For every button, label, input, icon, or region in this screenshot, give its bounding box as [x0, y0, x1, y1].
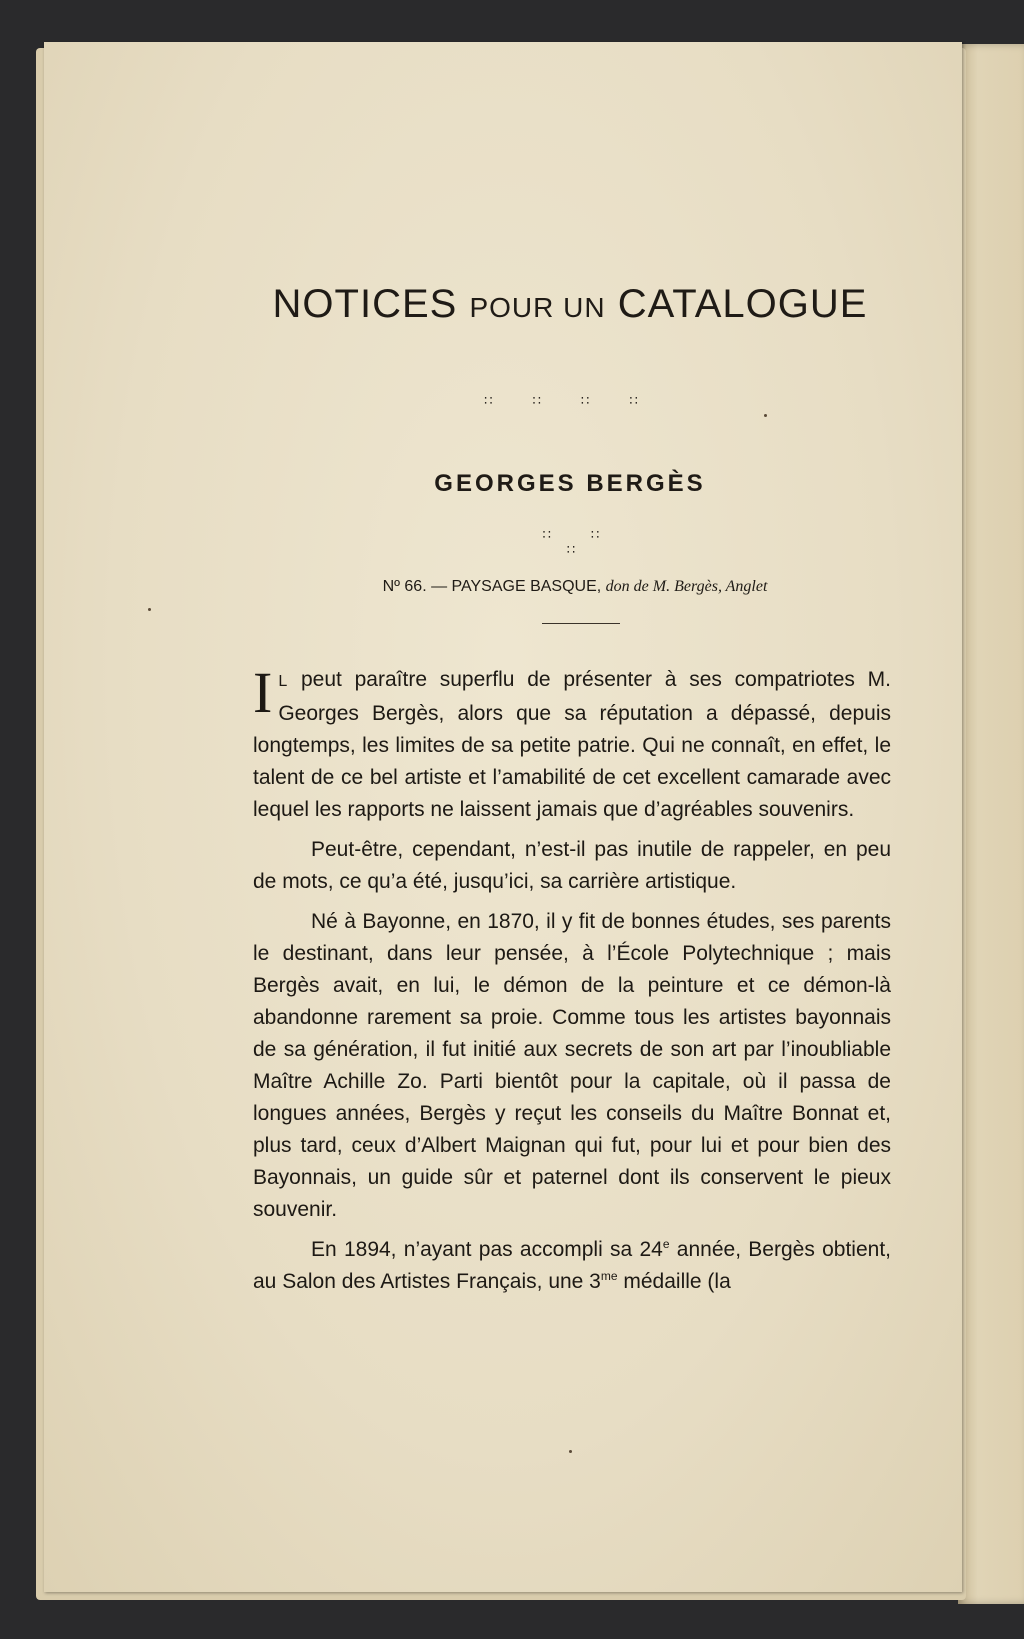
paper-speck	[764, 414, 767, 417]
paragraph-1	[253, 660, 891, 826]
page-title	[200, 282, 940, 327]
title-word-notices: NOTICES	[272, 282, 458, 326]
catalogue-entry	[250, 578, 900, 596]
paragraph-4-text-c: médaille (la	[617, 1270, 731, 1293]
paragraph-4	[253, 1234, 891, 1298]
ornament-top: ∷ ∷ ∷ ∷	[484, 394, 656, 409]
paragraph-4-text-a: En 1894, n’ayant pas accompli sa 24	[311, 1238, 663, 1261]
facing-page-edge	[958, 44, 1024, 1604]
ordinal-sup-1: e	[662, 1237, 670, 1251]
entry-donor: don de M. Bergès, Anglet	[605, 578, 768, 595]
title-word-catalogue: CATALOGUE	[617, 282, 868, 326]
drop-cap: I	[253, 660, 273, 725]
entry-number: Nº 66. — PAYSAGE BASQUE,	[382, 578, 602, 595]
title-word-pour-un: POUR UN	[469, 292, 606, 323]
paragraph-2: Peut-être, cependant, n’est-il pas inutile de rappeler, en peu de mots, ce qu’a été, jusqu’ici, sa carrière artistique.	[253, 838, 891, 893]
ordinal-sup-2: me	[600, 1269, 618, 1283]
paragraph-4-text-b: année, Bergès obtient, au Salon des Artistes Français, une 3	[253, 1238, 891, 1293]
paper-speck	[569, 1450, 572, 1453]
paper-speck	[148, 608, 151, 611]
ornament-bottom: ∷ ∷ ∷	[542, 528, 618, 558]
article-body	[253, 660, 891, 1306]
artist-heading: GEORGES BERGÈS	[434, 470, 706, 497]
paragraph-1-text: peut paraître superflu de présenter à ses compatriotes M. Georges Bergès, alors que sa réputation a dépassé, depuis longtemps, les limites de sa petite patrie. Qui ne connaît, en effet, le talent de ce bel artiste et l’amabilité de cet excellent camarade avec lequel les rapports ne laissent jamais que d’agréables souvenirs.	[253, 668, 891, 821]
paragraph-3: Né à Bayonne, en 1870, il y fit de bonnes études, ses parents le destinant, dans leur pensée, à l’École Polytechnique ; mais Bergès avait, en lui, le démon de la peinture et ce démon-là abandonne rarement sa proie. Comme tous les artistes bayonnais de sa génération, il fut initié aux secrets de son art par l’inoubliable Maître Achille Zo. Parti bientôt pour la capitale, où il passa de longues années, Bergès y reçut les conseils du Maître Bonnat et, plus tard, ceux d’Albert Maignan qui fut, pour lui et pour bien des Bayonnais, un guide sûr et paternel dont ils conservent le pieux souvenir.	[253, 910, 891, 1221]
divider-rule	[542, 623, 620, 624]
small-caps-lead: L	[278, 673, 289, 690]
